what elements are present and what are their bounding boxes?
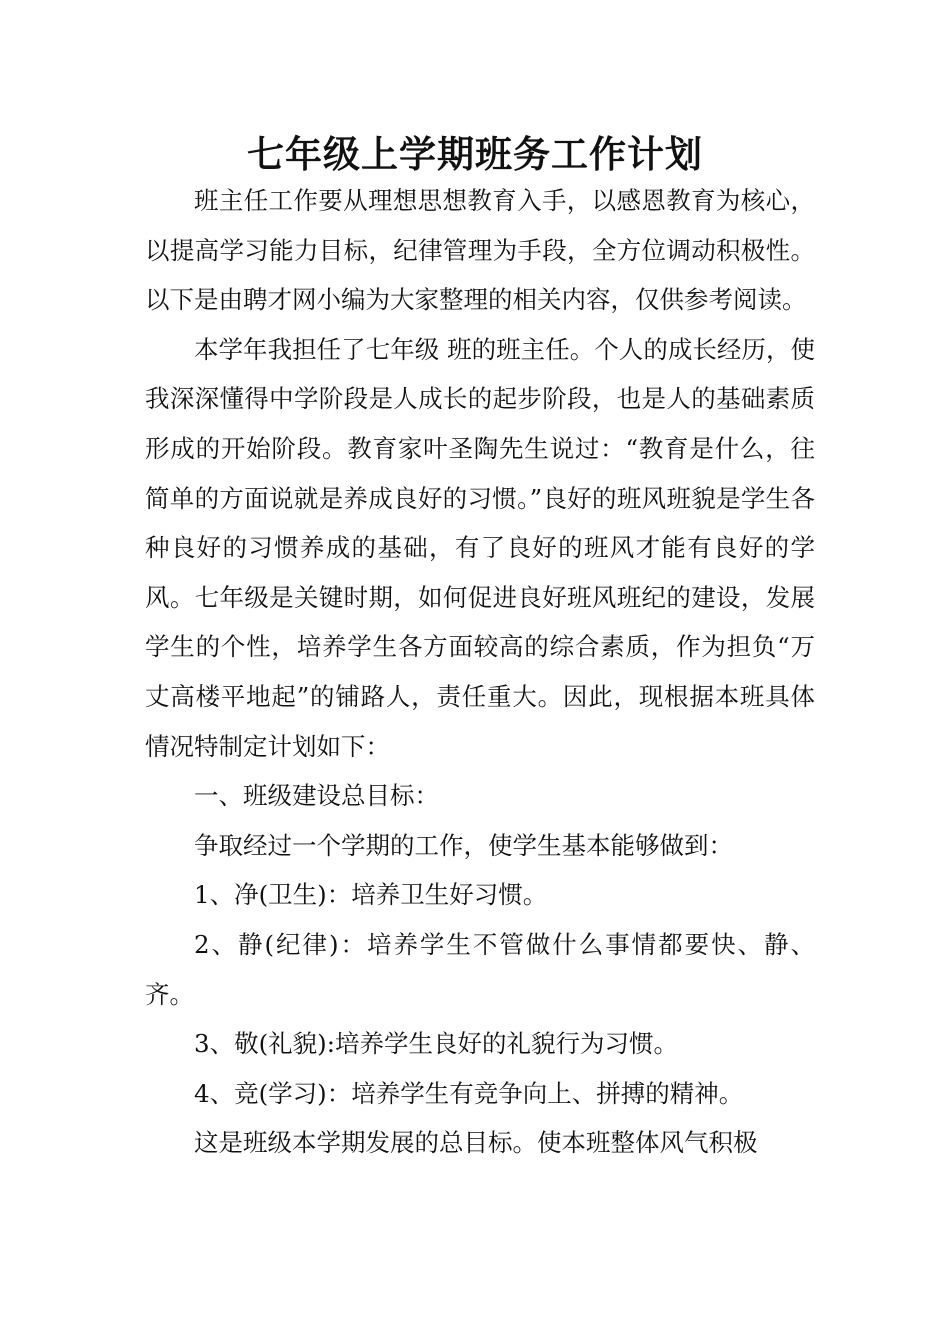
paragraph-intro: 班主任工作要从理想思想教育入手，以感恩教育为核心，以提高学习能力目标，纪律管理为手段，全方位调动积极性。以下是由聘才网小编为大家整理的相关内容，仅供参考阅读。 bbox=[145, 186, 815, 315]
paragraph-summary: 这是班级本学期发展的总目标。使本班整体风气积极 bbox=[194, 1128, 758, 1158]
paragraph-background: 本学年我担任了七年级 班的班主任。个人的成长经历，使我深深懂得中学阶段是人成长的起步阶段，也是人的基础素质形成的开始阶段。教育家叶圣陶先生说过：“教育是什么，往简单的方面说就是养成良好的习惯。”良好的班风班貌是学生各种良好的习惯养成的基础，有了良好的班风才能有良好的学风。七年级是关键时期，如何促进良好班风班纪的建设，发展学生的个性，培养学生各方面较高的综合素质，作为担负“万丈高楼平地起”的铺路人，责任重大。因此，现根据本班具体情况特制定计划如下： bbox=[145, 334, 815, 761]
list-item-hygiene: 1、净(卫生)：培养卫生好习惯。 bbox=[194, 880, 548, 910]
list-item-courtesy: 3、敬(礼貌):培养学生良好的礼貌行为习惯。 bbox=[194, 1029, 678, 1059]
paragraph-goals-lead: 争取经过一个学期的工作，使学生基本能够做到： bbox=[194, 830, 733, 860]
document-title: 七年级上学期班务工作计划 bbox=[247, 132, 703, 176]
document-body bbox=[145, 176, 815, 1168]
list-item-study: 4、竞(学习)：培养学生有竞争向上、拼搏的精神。 bbox=[194, 1078, 744, 1108]
list-item-discipline: 2、静(纪律)：培养学生不管做什么事情都要快、静、齐。 bbox=[145, 929, 815, 1009]
section-heading-goals: 一、班级建设总目标： bbox=[194, 781, 439, 811]
